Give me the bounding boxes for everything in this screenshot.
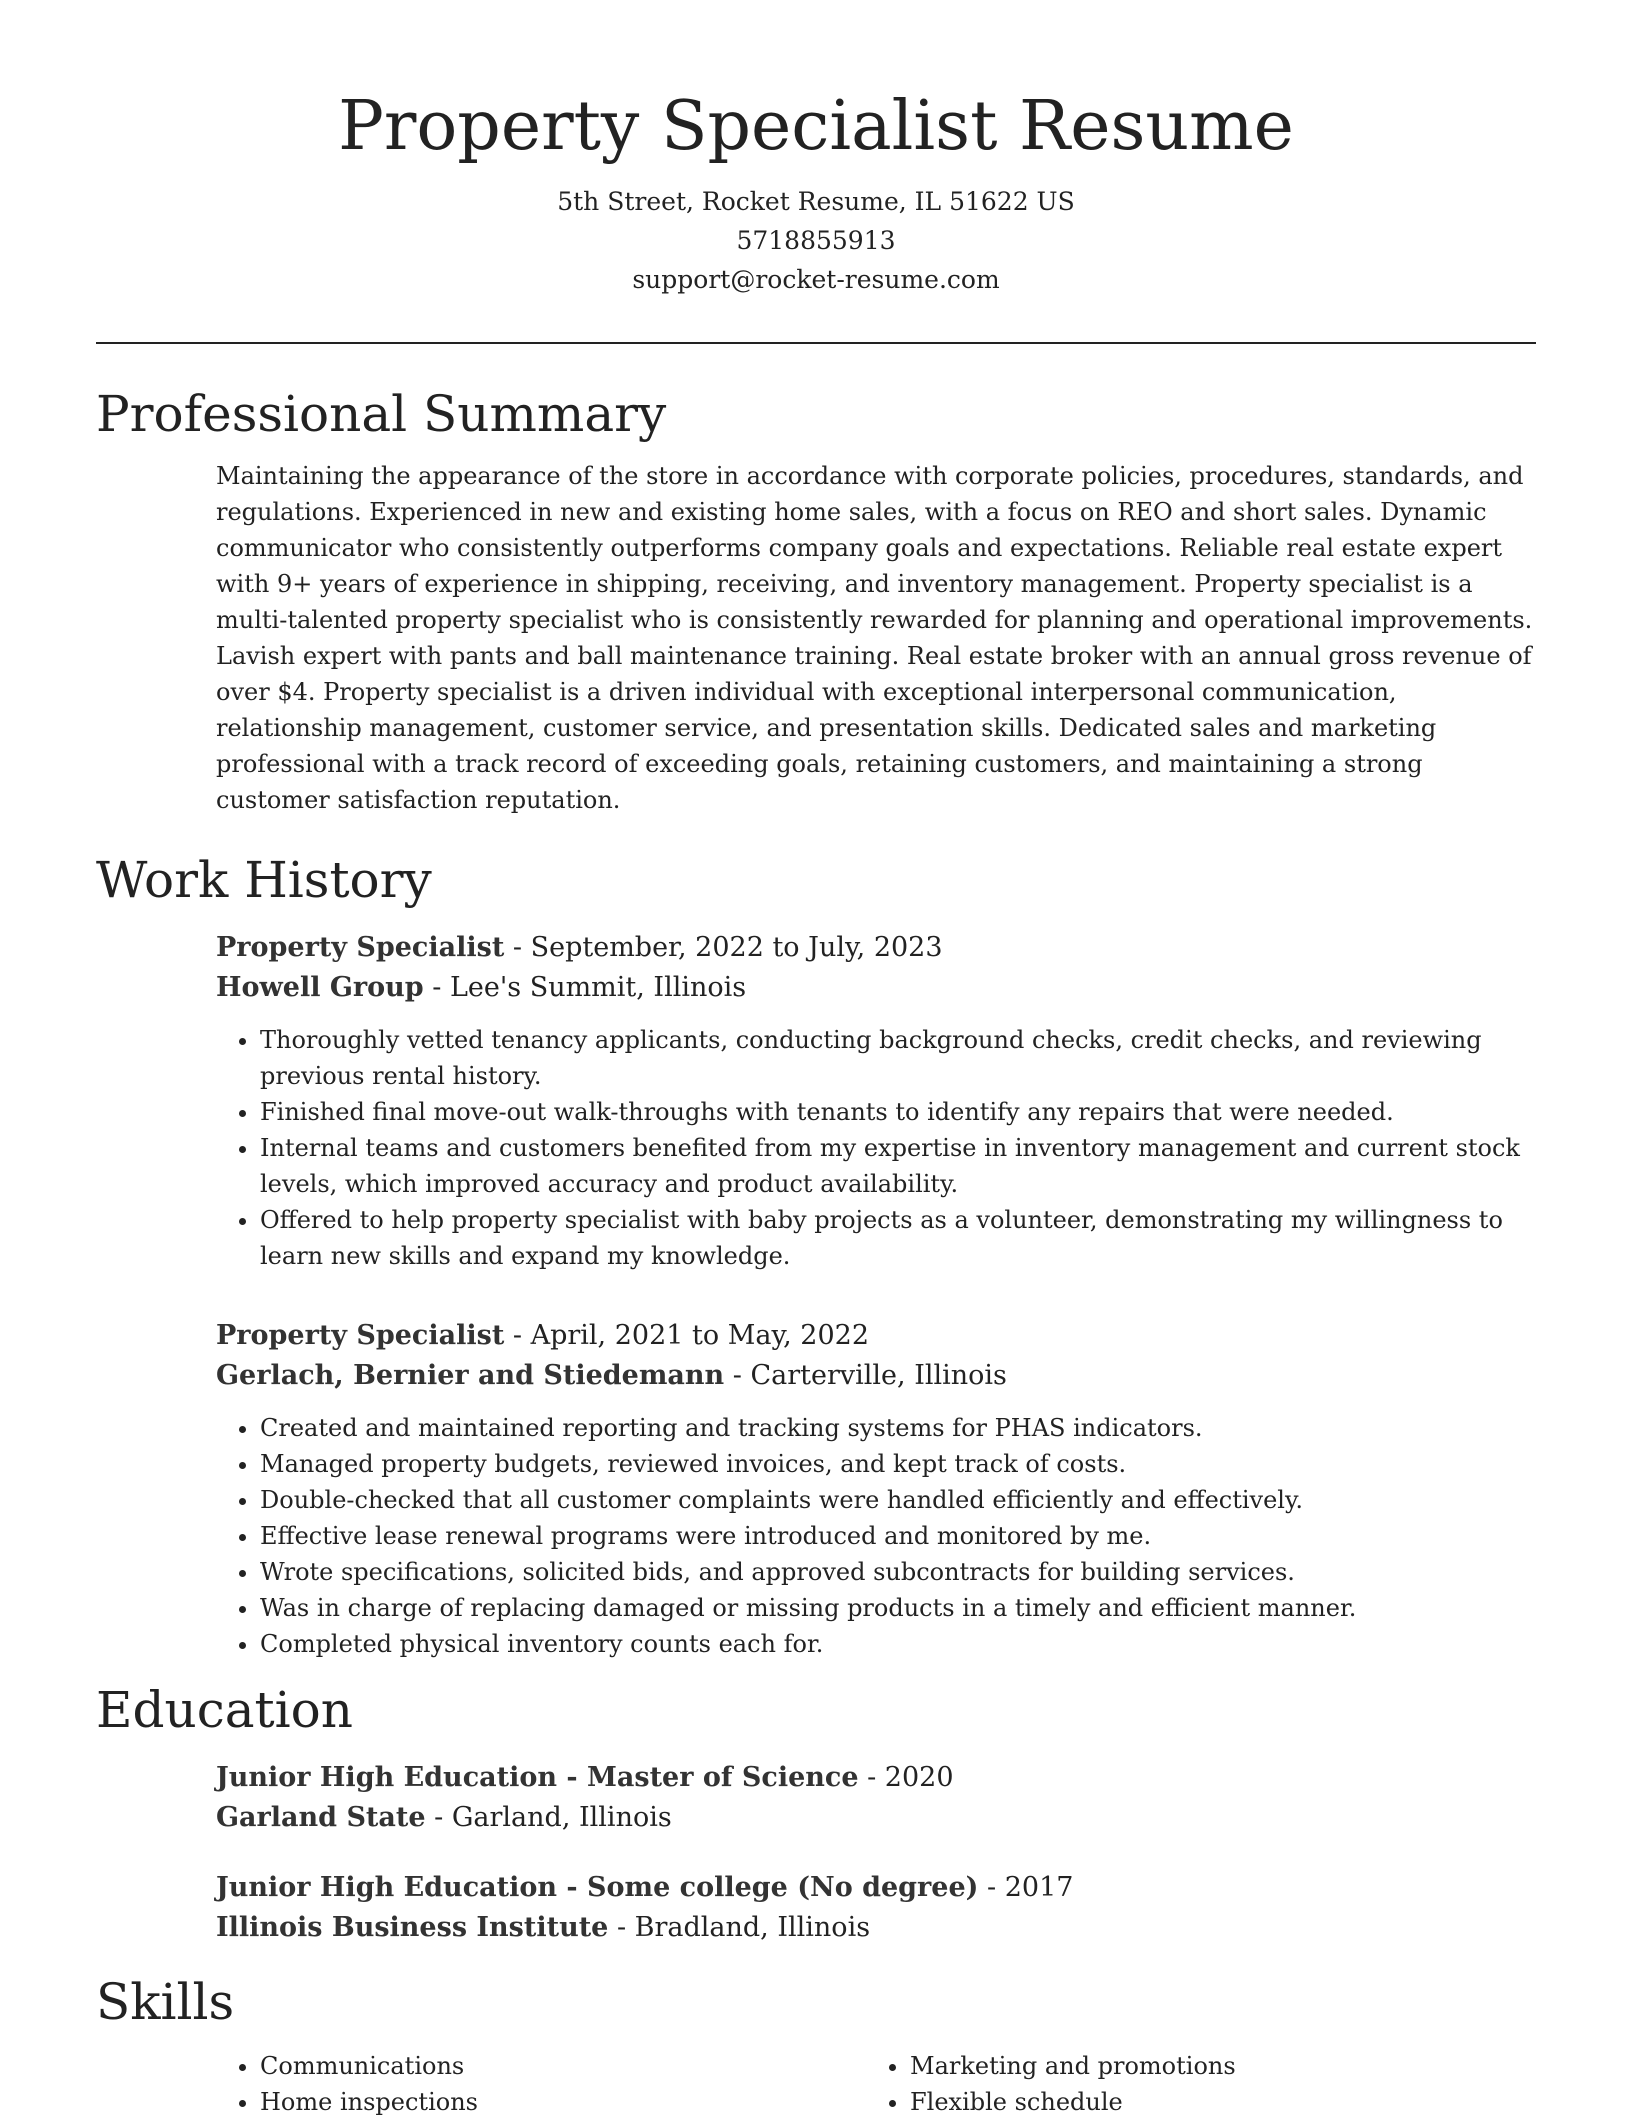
email-text: support@rocket-resume.com <box>632 265 1000 294</box>
skills-list-right <box>866 2048 1516 2120</box>
job-bullet: • Effective lease renewal programs were introduced and monitored by me. <box>260 1518 1536 1554</box>
education-location: - Bradland, Illinois <box>608 1912 871 1943</box>
job-entry <box>216 1316 1536 1662</box>
job-bullets <box>216 1410 1536 1662</box>
header-divider <box>96 342 1536 344</box>
job-entry <box>216 928 1536 1274</box>
job-bullet: • Managed property budgets, reviewed invoices, and kept track of costs. <box>260 1446 1536 1482</box>
job-bullet: • Created and maintained reporting and tracking systems for PHAS indicators. <box>260 1410 1536 1446</box>
address-text: 5th Street, Rocket Resume, IL 51622 US <box>557 187 1075 216</box>
job-title: Property Specialist <box>216 932 505 963</box>
job-bullets <box>216 1022 1536 1274</box>
education-school-line <box>216 1798 1536 1838</box>
contact-info <box>96 182 1536 299</box>
education-school: Illinois Business Institute <box>216 1912 609 1943</box>
skills-column-left <box>216 2048 866 2120</box>
skill-item: • Flexible schedule <box>910 2084 1516 2120</box>
job-company-line <box>216 1356 1536 1396</box>
job-title-line <box>216 1316 1536 1356</box>
job-location: - Lee's Summit, Illinois <box>423 972 747 1003</box>
education-degree: Junior High Education - Some college (No degree) <box>216 1872 979 1903</box>
page-title: Property Specialist Resume <box>338 87 1294 166</box>
education-section <box>96 1678 1536 1948</box>
education-year: - 2020 <box>858 1762 954 1793</box>
phone-text: 5718855913 <box>736 226 896 255</box>
job-location: - Carterville, Illinois <box>724 1360 1007 1391</box>
education-location: - Garland, Illinois <box>425 1802 672 1833</box>
job-dates: - April, 2021 to May, 2022 <box>504 1320 869 1351</box>
job-company: Gerlach, Bernier and Stiedemann <box>216 1360 725 1391</box>
summary-heading: Professional Summary <box>96 385 667 443</box>
education-degree: Junior High Education - Master of Science <box>216 1762 859 1793</box>
education-degree-line <box>216 1868 1536 1908</box>
skills-grid <box>216 2048 1536 2120</box>
education-entry <box>216 1758 1536 1838</box>
job-bullet: • Completed physical inventory counts each for. <box>260 1626 1536 1662</box>
summary-body <box>216 458 1536 818</box>
education-degree-line <box>216 1758 1536 1798</box>
education-entry <box>216 1868 1536 1948</box>
education-body <box>216 1758 1536 1948</box>
job-dates: - September, 2022 to July, 2023 <box>504 932 943 963</box>
job-bullet: • Internal teams and customers benefited from my expertise in inventory management and current stock levels, which improved accuracy and product availability. <box>260 1130 1536 1202</box>
job-bullet: • Finished final move-out walk-throughs with tenants to identify any repairs that were needed. <box>260 1094 1536 1130</box>
resume-header <box>96 82 1536 299</box>
education-school-line <box>216 1908 1536 1948</box>
job-bullet: • Wrote specifications, solicited bids, and approved subcontracts for building services. <box>260 1554 1536 1590</box>
education-heading: Education <box>96 1681 353 1739</box>
education-school: Garland State <box>216 1802 426 1833</box>
education-year: - 2017 <box>978 1872 1074 1903</box>
skills-heading: Skills <box>96 1973 235 2031</box>
job-bullet: • Was in charge of replacing damaged or missing products in a timely and efficient manner. <box>260 1590 1536 1626</box>
skills-body <box>216 2048 1536 2120</box>
summary-section <box>96 382 1536 818</box>
skill-item: • Marketing and promotions <box>910 2048 1516 2084</box>
job-bullet: • Thoroughly vetted tenancy applicants, conducting background checks, credit checks, and reviewing previous rental history. <box>260 1022 1536 1094</box>
job-bullet: • Offered to help property specialist with baby projects as a volunteer, demonstrating my willingness to learn new skills and expand my knowledge. <box>260 1202 1536 1274</box>
skill-item: • Communications <box>260 2048 866 2084</box>
job-company: Howell Group <box>216 972 424 1003</box>
work-history-body <box>216 928 1536 1662</box>
work-history-section <box>96 848 1536 1662</box>
job-title: Property Specialist <box>216 1320 505 1351</box>
skill-item: • Home inspections <box>260 2084 866 2120</box>
job-title-line <box>216 928 1536 968</box>
work-history-heading: Work History <box>96 851 432 909</box>
summary-text: Maintaining the appearance of the store in accordance with corporate policies, procedures, standards, and regulations. Experienced in new and existing home sales, with a focus on REO and short sales. Dynamic communicator who consistently outperforms company goals and expectations. Reliable real estate expert with 9+ years of experience in shipping, receiving, and inventory management. Property specialist is a multi-talented property specialist who is consistently rewarded for planning and operational improvements. Lavish expert with pants and ball maintenance training. Real estate broker with an annual gross revenue of over $4. Property specialist is a driven individual with exceptional interpersonal communication, relationship management, customer service, and presentation skills. Dedicated sales and marketing professional with a track record of exceeding goals, retaining customers, and maintaining a strong customer satisfaction reputation. <box>216 462 1533 814</box>
skills-section <box>96 1970 1536 2120</box>
job-company-line <box>216 968 1536 1008</box>
skills-column-right <box>866 2048 1516 2120</box>
skills-list-left <box>216 2048 866 2120</box>
job-bullet: • Double-checked that all customer complaints were handled efficiently and effectively. <box>260 1482 1536 1518</box>
